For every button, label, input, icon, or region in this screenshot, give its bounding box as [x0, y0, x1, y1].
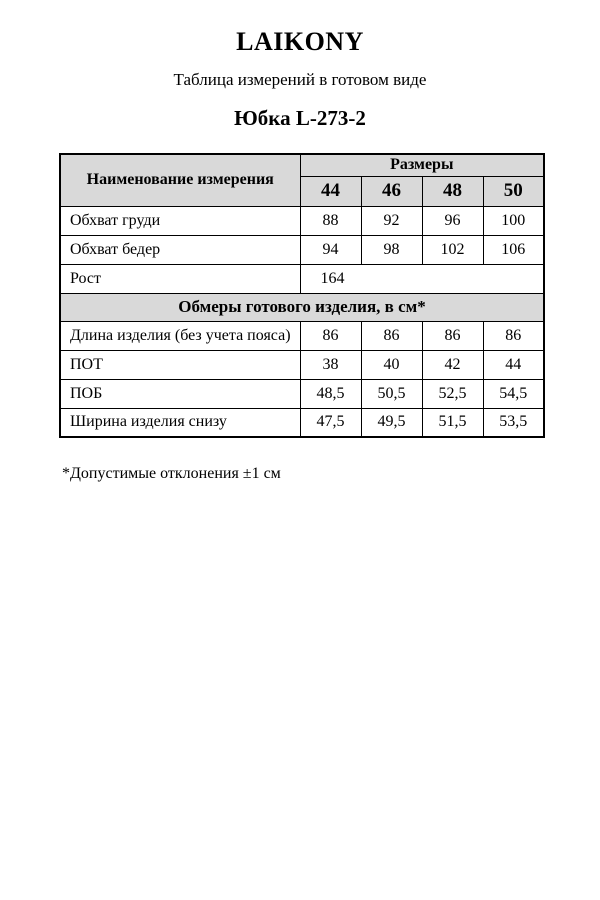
tolerance-footnote: *Допустимые отклонения ±1 см: [62, 465, 281, 482]
table-row-pot: [60, 350, 544, 379]
value-cell: 51,5: [422, 408, 483, 437]
value-cell: 92: [361, 206, 422, 235]
row-label-cell: Рост: [60, 264, 300, 293]
value-cell: 86: [483, 321, 544, 350]
value-cell: 100: [483, 206, 544, 235]
value-cell: 42: [422, 350, 483, 379]
page-subtitle: Таблица измерений в готовом виде: [173, 70, 427, 89]
section-header-row: [60, 293, 544, 321]
row-label-cell: ПОБ: [60, 379, 300, 408]
measurement-name-header-cell: Наименование измерения: [60, 154, 300, 206]
value-cell: 98: [361, 235, 422, 264]
row-label-cell: ПОТ: [60, 350, 300, 379]
size-cell: 50: [483, 176, 544, 206]
size-cell: 44: [300, 176, 361, 206]
value-cell: 96: [422, 206, 483, 235]
value-cell: 106: [483, 235, 544, 264]
size-cell: 48: [422, 176, 483, 206]
value-cell: 47,5: [300, 408, 361, 437]
table-row-height: [60, 264, 544, 293]
value-cell: 38: [300, 350, 361, 379]
row-label-cell: Обхват бедер: [60, 235, 300, 264]
table-row-bottom-width: [60, 408, 544, 437]
value-cell: 40: [361, 350, 422, 379]
sizes-header-cell: Размеры: [300, 154, 544, 176]
value-cell: 86: [300, 321, 361, 350]
value-cell: 53,5: [483, 408, 544, 437]
value-cell: 94: [300, 235, 361, 264]
value-cell: 50,5: [361, 379, 422, 408]
section-header-cell: Обмеры готового изделия, в см*: [60, 293, 544, 321]
value-cell: 48,5: [300, 379, 361, 408]
value-cell: 86: [422, 321, 483, 350]
table-row-chest: [60, 206, 544, 235]
value-cell: 49,5: [361, 408, 422, 437]
value-cell: 44: [483, 350, 544, 379]
table-row-pob: [60, 379, 544, 408]
value-cell: 88: [300, 206, 361, 235]
size-cell: 46: [361, 176, 422, 206]
row-label-cell: Ширина изделия снизу: [60, 408, 300, 437]
height-value-cell: 164: [300, 264, 544, 293]
table-header-row: [60, 154, 544, 176]
value-cell: 54,5: [483, 379, 544, 408]
value-cell: 102: [422, 235, 483, 264]
size-table: [59, 153, 545, 438]
table-row-length: [60, 321, 544, 350]
row-label-cell: Обхват груди: [60, 206, 300, 235]
table-row-hips: [60, 235, 544, 264]
brand-title: LAIKONY: [236, 27, 364, 56]
value-cell: 52,5: [422, 379, 483, 408]
product-title: Юбка L-273-2: [234, 106, 366, 130]
value-cell: 86: [361, 321, 422, 350]
row-label-cell: Длина изделия (без учета пояса): [60, 321, 300, 350]
